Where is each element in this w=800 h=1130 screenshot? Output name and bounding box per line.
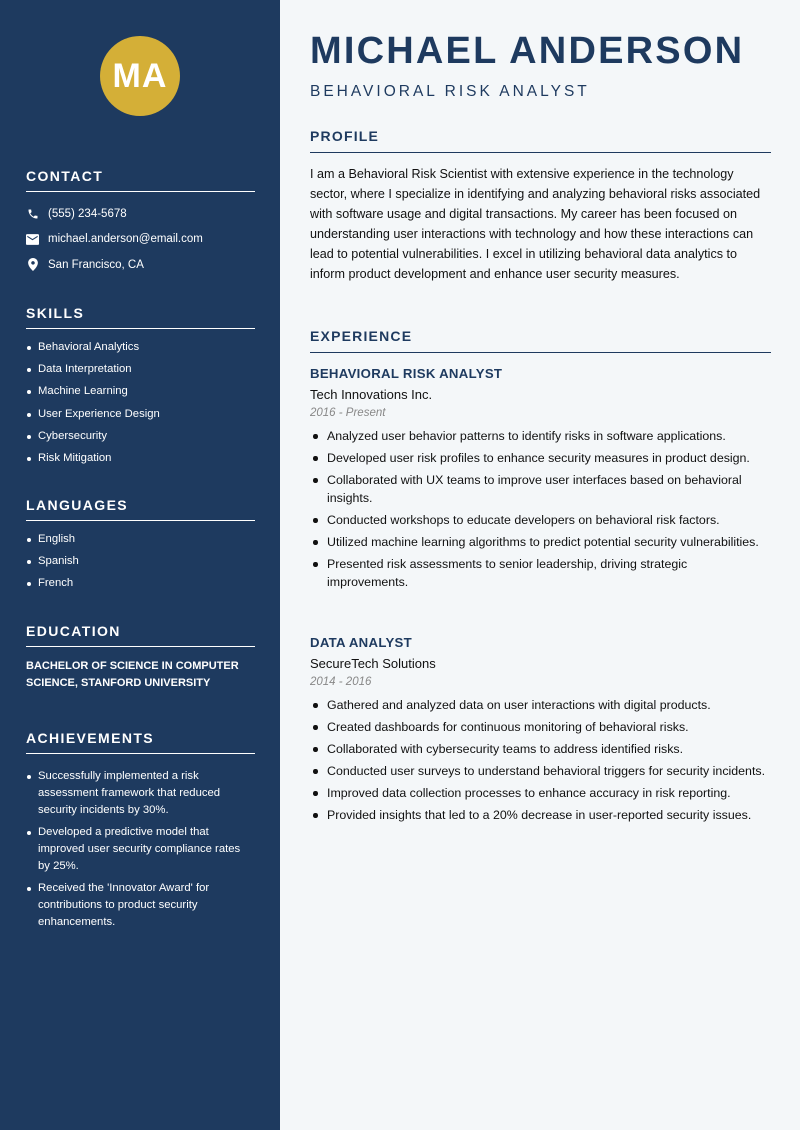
job-bullet: Provided insights that led to a 20% decrease in user-reported security issues. (310, 806, 771, 824)
job-bullet: Conducted user surveys to understand behavioral triggers for security incidents. (310, 762, 771, 780)
job-entry (310, 635, 771, 828)
profile-text: I am a Behavioral Risk Scientist with extensive experience in the technology sector, where I specialize in identifying and analyzing behavioral risks associated with software usage and digital transactions. My career has been focused on understanding user interactions with technology and how these interactions can lead to potential vulnerabilities. I excel in utilizing behavioral data analytics to inform product development and enhance user security measures. (310, 167, 761, 282)
language-item: French (26, 575, 255, 592)
location-pin-icon (26, 258, 39, 271)
contact-location (26, 256, 255, 273)
education-heading: EDUCATION (26, 623, 255, 647)
languages-list (26, 531, 255, 592)
sidebar (0, 0, 280, 1130)
profile-heading: PROFILE (310, 128, 771, 153)
phone-text: (555) 234-5678 (48, 207, 127, 220)
job-bullet: Conducted workshops to educate developers on behavioral risk factors. (310, 511, 771, 529)
skill-item: Data Interpretation (26, 361, 255, 378)
skills-section (26, 305, 255, 472)
achievements-list (26, 768, 255, 931)
avatar: MA (100, 36, 180, 116)
email-text: michael.anderson@email.com (48, 233, 203, 245)
job-dates: 2014 - 2016 (310, 676, 372, 688)
achievements-section (26, 730, 255, 937)
job-bullet: Analyzed user behavior patterns to identify risks in software applications. (310, 427, 771, 445)
achievement-item: Received the 'Innovator Award' for contributions to product security enhancements. (26, 880, 255, 931)
job-bullet: Presented risk assessments to senior leadership, driving strategic improvements. (310, 555, 771, 591)
skill-item: Machine Learning (26, 383, 255, 400)
contact-section (26, 168, 255, 282)
achievements-heading: ACHIEVEMENTS (26, 730, 255, 754)
job-bullet: Gathered and analyzed data on user interactions with digital products. (310, 696, 771, 714)
job-bullet: Collaborated with cybersecurity teams to address identified risks. (310, 740, 771, 758)
skill-item: Risk Mitigation (26, 450, 255, 467)
job-entry (310, 366, 771, 595)
language-item: English (26, 531, 255, 548)
job-bullet: Created dashboards for continuous monitoring of behavioral risks. (310, 718, 771, 736)
job-bullet: Developed user risk profiles to enhance security measures in product design. (310, 449, 771, 467)
job-company: Tech Innovations Inc. (310, 387, 433, 402)
job-bullets (310, 696, 771, 824)
achievement-item: Successfully implemented a risk assessment framework that reduced security incidents by 30%. (26, 768, 255, 819)
education-section (26, 623, 255, 692)
job-company: SecureTech Solutions (310, 656, 436, 671)
job-dates: 2016 - Present (310, 407, 386, 419)
job-title: BEHAVIORAL RISK ANALYST (310, 366, 503, 381)
skills-list (26, 339, 255, 467)
job-bullet: Improved data collection processes to enhance accuracy in risk reporting. (310, 784, 771, 802)
candidate-name: MICHAEL ANDERSON (310, 30, 745, 72)
skill-item: Behavioral Analytics (26, 339, 255, 356)
contact-phone[interactable] (26, 205, 255, 222)
job-bullets (310, 427, 771, 591)
mail-icon (26, 233, 39, 246)
job-bullet: Utilized machine learning algorithms to predict potential security vulnerabilities. (310, 533, 771, 551)
contact-email[interactable] (26, 231, 255, 248)
phone-icon (26, 207, 39, 220)
contact-list (26, 205, 255, 273)
candidate-title: BEHAVIORAL RISK ANALYST (310, 83, 590, 100)
contact-heading: CONTACT (26, 168, 255, 192)
skill-item: Cybersecurity (26, 428, 255, 445)
skills-heading: SKILLS (26, 305, 255, 329)
achievement-item: Developed a predictive model that improved user security compliance rates by 25%. (26, 824, 255, 875)
language-item: Spanish (26, 553, 255, 570)
location-text: San Francisco, CA (48, 258, 144, 271)
languages-heading: LANGUAGES (26, 497, 255, 521)
job-bullet: Collaborated with UX teams to improve user interfaces based on behavioral insights. (310, 471, 771, 507)
education-degree: BACHELOR OF SCIENCE IN COMPUTER SCIENCE, STANFORD UNIVERSITY (26, 660, 239, 689)
skill-item: User Experience Design (26, 406, 255, 423)
experience-heading: EXPERIENCE (310, 328, 771, 353)
languages-section (26, 497, 255, 598)
job-title: DATA ANALYST (310, 635, 413, 650)
